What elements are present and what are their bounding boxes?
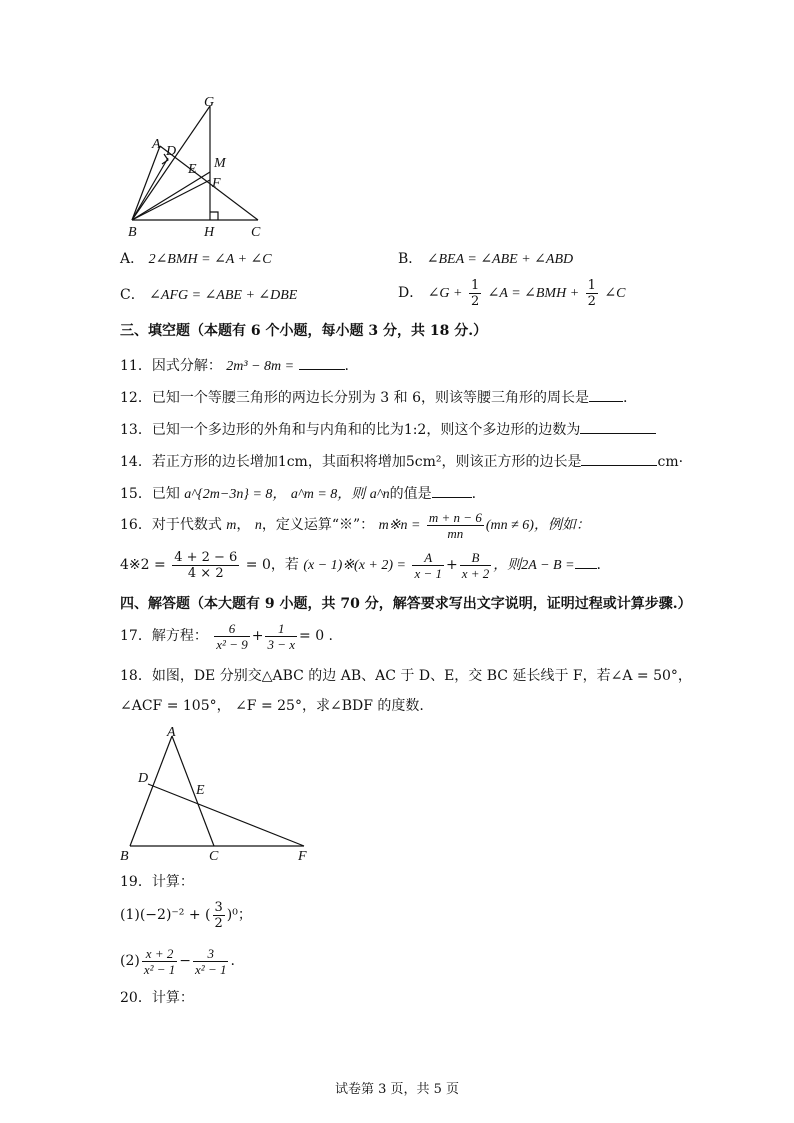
q16-frac: $\frac{m + n - 6}{mn}$ [428, 509, 482, 541]
option-a-text: 2∠BMH = ∠A + ∠C [148, 252, 272, 267]
q12 [120, 387, 627, 407]
q20-title: 20．计算： [120, 990, 194, 1006]
q13-answer-blank[interactable] [580, 419, 656, 434]
q11 [120, 355, 349, 376]
q12-text: 12．已知一个等腰三角形的两边长分别为 3 和 6，则该等腰三角形的周长是 [120, 390, 589, 406]
option-d-mid: ∠A = ∠BMH + [487, 286, 580, 301]
figure-triangle-gbh [118, 94, 278, 244]
label-g: G [204, 95, 215, 110]
option-d-frac1: $\frac{1}{2}$ [470, 277, 480, 309]
label-m: M [214, 156, 226, 171]
q16-end: . [596, 557, 601, 573]
option-b [398, 250, 573, 269]
q13-text: 13．已知一个多边形的外角和与内角和的比为1:2，则这个多边形的边数为 [120, 422, 581, 438]
label-f2: F [298, 849, 307, 862]
q15-answer-blank[interactable] [432, 483, 472, 498]
q19-p2-frac2: $\frac{3}{\text{x² − 1}}$ [195, 945, 227, 977]
q16-op: m※n = [378, 518, 421, 533]
q19-p2-frac1: $\frac{x + 2}{\text{x² − 1}}$ [143, 945, 176, 977]
label-h: H [204, 225, 215, 240]
label-d: D [166, 144, 177, 159]
q16-line1 [120, 508, 590, 543]
label-f: F [212, 176, 221, 191]
option-a [120, 250, 272, 269]
q16-plus: + [445, 557, 458, 573]
label-c2: C [209, 849, 219, 862]
option-d-pre: ∠G + [427, 286, 463, 301]
q16-frac-b: $\frac{B}{x + 2}$ [461, 549, 490, 581]
q16-def: ，定义运算“※”： [261, 517, 375, 533]
q16-line2 [120, 548, 601, 583]
q17-plus: + [251, 628, 264, 644]
q15-tail: 的值是 [389, 486, 432, 502]
q16-example-lhs: 4※2 = [120, 557, 166, 573]
q16-m: m [226, 518, 237, 533]
label-c: C [251, 225, 261, 240]
q15 [120, 483, 476, 504]
segment-bf [132, 172, 210, 220]
label-a: A [152, 137, 161, 152]
q18-line1: 18．如图，DE 分别交△ABC 的边 AB、AC 于 D、E，交 BC 延长线于 F，若∠A = 50°， [120, 668, 692, 684]
q11-answer-blank[interactable] [299, 355, 345, 370]
q15-expr2: a^m = 8，则 [290, 487, 366, 502]
segment-ab [132, 146, 160, 220]
q16-intro: 16．对于代数式 [120, 517, 222, 533]
q14-text: 14．若正方形的边长增加1cm，其面积将增加5cm²，则该正方形的边长是 [120, 454, 582, 470]
option-d [398, 276, 625, 311]
q18-line2: ∠ACF = 105°， ∠F = 25°，求∠BDF 的度数. [120, 698, 424, 714]
q19-part2 [120, 944, 235, 978]
q17-frac1: $\frac{6}{\text{x² − 9}}$ [216, 620, 248, 652]
q15-text: 15．已知 [120, 486, 180, 502]
q12-end: . [622, 390, 628, 406]
q14 [120, 451, 683, 471]
page-footer: 试卷第 3 页，共 5 页 [334, 1082, 460, 1097]
option-b-text: ∠BEA = ∠ABE + ∠ABD [426, 252, 574, 267]
label-b: B [128, 225, 137, 240]
option-c-letter: C． [120, 287, 145, 303]
label-e2: E [196, 783, 205, 798]
q17-tail: = 0 . [299, 628, 334, 644]
q19-p1-expr: (−2)⁻² + ( [139, 907, 211, 923]
q19-part1 [120, 898, 252, 932]
option-a-letter: A． [120, 251, 145, 267]
option-c [120, 286, 297, 305]
q14-answer-blank[interactable] [581, 451, 657, 466]
option-d-post: ∠C [604, 286, 626, 301]
section4-title: 四、解答题（本大题有 9 小题，共 70 分，解答要求写出文字说明，证明过程或计算步骤.） [120, 596, 692, 612]
figure-triangle-abc-line-df [116, 722, 316, 862]
q16-example-rhs: = 0，若 [245, 557, 299, 573]
label-a2: A [167, 725, 176, 740]
segment-df [148, 784, 304, 846]
q16-eq: (x − 1)※(x + 2) = [303, 558, 406, 573]
option-d-frac2: $\frac{1}{2}$ [587, 277, 596, 309]
q11-text: 因式分解： [151, 358, 222, 374]
q16-cond: (mn ≠ 6)，例如： [485, 518, 590, 533]
q19-p1-num: (1) [120, 907, 140, 923]
q11-end: . [344, 358, 349, 374]
q17-frac2: $\frac{1}{3 - x}$ [267, 620, 296, 652]
q16-comma: ， [236, 517, 251, 533]
q19-p1-tail: )⁰； [226, 907, 252, 923]
right-angle-h [210, 212, 218, 220]
q15-expr1: a^{2m−3n} = 8， [184, 487, 287, 502]
q13 [120, 419, 656, 439]
label-b2: B [120, 849, 129, 862]
label-d2: D [138, 771, 149, 786]
q19-p2-minus: − [179, 953, 192, 969]
q12-answer-blank[interactable] [589, 387, 623, 402]
q11-expr: 2m³ − 8m = [226, 359, 295, 374]
q17-text: 17．解方程： [120, 628, 208, 644]
segment-bg [132, 106, 210, 220]
q16-ask: ，则2A − B = [493, 558, 575, 573]
q16-answer-blank[interactable] [575, 554, 597, 569]
option-d-letter: D． [398, 285, 424, 301]
q19-p1-frac: $\frac{3}{2}$ [214, 899, 223, 931]
q19-title: 19．计算： [120, 874, 194, 890]
q19-p2-end: . [230, 953, 235, 969]
q17 [120, 618, 333, 654]
option-c-text: ∠AFG = ∠ABE + ∠DBE [149, 288, 298, 303]
section3-title: 三、填空题（本题有 6 个小题，每小题 3 分，共 18 分.） [120, 323, 488, 339]
q16-frac-a: $\frac{A}{x - 1}$ [414, 549, 442, 581]
q14-unit: cm· [657, 454, 684, 470]
q16-example-frac: $\frac{4 + 2 - 6}{4 \times 2}$ [174, 549, 238, 581]
label-e: E [188, 162, 197, 177]
q19-p2-num: (2) [120, 953, 140, 969]
q11-num: 11． [120, 358, 152, 374]
segment-ac2 [172, 736, 214, 846]
q15-expr3: a^n [369, 487, 390, 502]
q15-end: . [471, 486, 477, 502]
option-b-letter: B． [398, 251, 423, 267]
q16-n: n [254, 518, 262, 533]
